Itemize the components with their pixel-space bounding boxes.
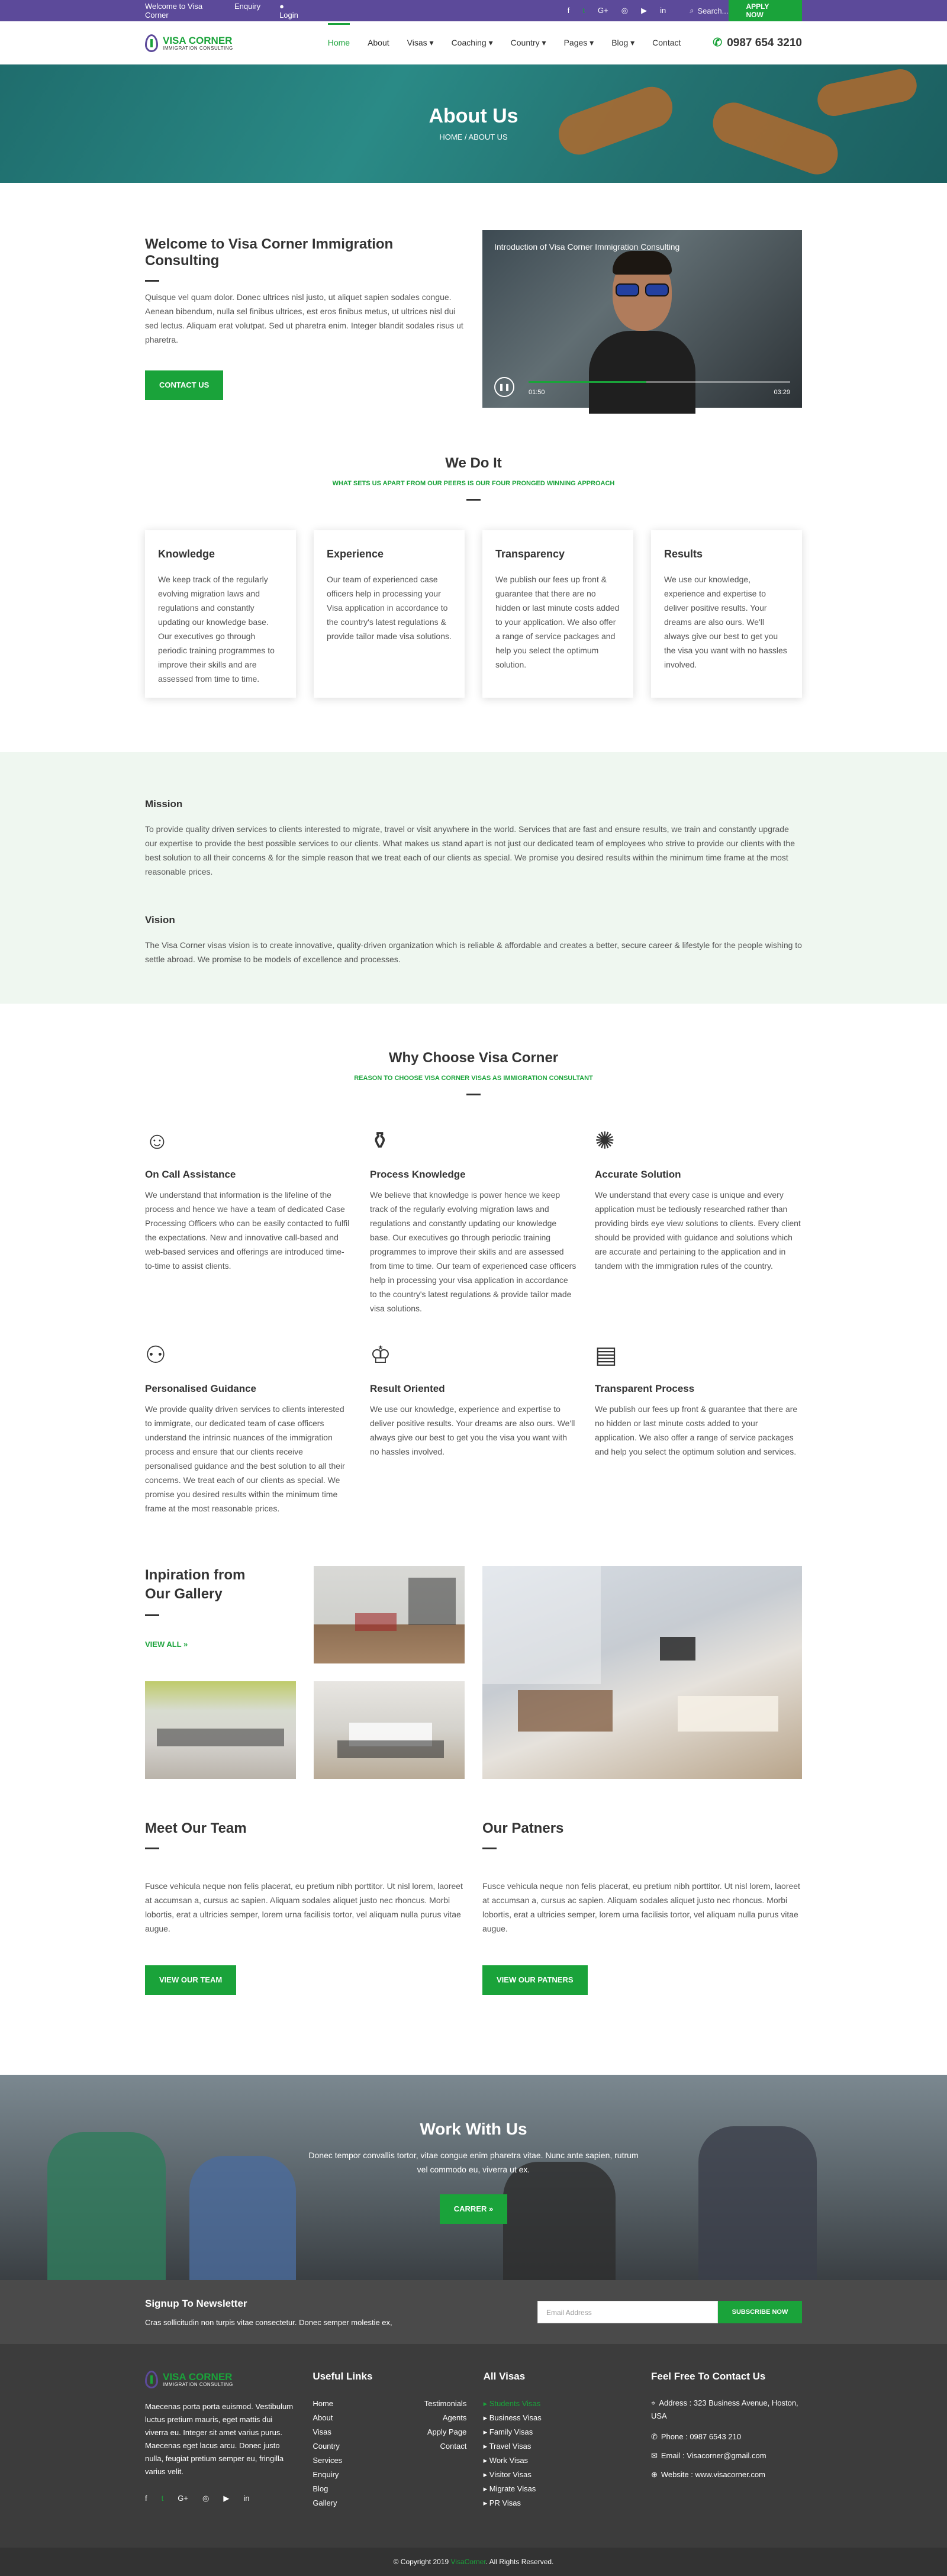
people-image <box>698 2126 817 2280</box>
email-field[interactable]: Email Address <box>537 2301 718 2323</box>
email-icon: ✉ <box>650 2451 658 2460</box>
footer-link[interactable]: Blog <box>313 2484 328 2493</box>
video-current-time: 01:50 <box>529 389 545 396</box>
footer-email[interactable]: ✉ Email : Visacorner@gmail.com <box>650 2451 766 2460</box>
menu-item-about[interactable]: About <box>368 38 389 47</box>
menu-item-pages[interactable]: Pages ▾ <box>563 38 594 47</box>
enquiry-link[interactable]: Enquiry <box>234 2 261 11</box>
feature-text: We publish our fees up front & guarantee that there are no hidden or last minute costs added to your application. We also offer a range of service packages and help you select the optimum solution and services. <box>595 1404 798 1456</box>
card-experience <box>314 530 465 698</box>
people-image <box>189 2156 296 2280</box>
feature-text: We understand that information is the lifeline of the process and hence we have a team of dedicated Case Processing Officers who can be easily contacted to fulfil the expectations. New and innovative call-based and web-based services and offerings are introduced time-to-time to assist clients. <box>145 1190 350 1271</box>
feature-text: We provide quality driven services to clients interested to immigrate, our dedicated team of case officers understand the intrinsic nuances of the immigration process and ensure that our clients receive personalised guidance and the best solution to all their concerns. We treat each of our clients as special. We promise you desired results within the minimum time frame at the most reasonable prices. <box>145 1404 345 1513</box>
gallery-title: Inpiration from Our Gallery <box>145 1567 246 1602</box>
logo[interactable] <box>145 34 233 52</box>
location-icon: ⌖ <box>650 2398 656 2407</box>
view-partners-button[interactable]: VIEW OUR PATNERS <box>482 1965 588 1995</box>
youtube-icon[interactable]: ▶ <box>223 2494 230 2503</box>
view-team-button[interactable]: VIEW OUR TEAM <box>145 1965 236 1995</box>
knowledge-icon: ⚱ <box>370 1128 390 1154</box>
feature-text: We understand that every case is unique and every application must be tediously researched rather than providing birds eye view solutions to clients. Every client should be provided with guidance and solutions which are accurate and pertaining to the application and in tandem with the immigration rules of the country. <box>595 1190 801 1271</box>
welcome-title: Welcome to Visa Corner Immigration Consulting <box>145 236 394 269</box>
mission-vision-section <box>0 752 947 1004</box>
why-subtitle: REASON TO CHOOSE VISA CORNER VISAS AS IMMIGRATION CONSULTANT <box>354 1075 593 1082</box>
video-total-time: 03:29 <box>774 389 790 396</box>
page-title: About Us <box>429 105 518 127</box>
work-with-us-banner <box>0 2075 947 2280</box>
phone-icon: ✆ <box>650 2432 658 2441</box>
top-social-links <box>568 6 666 15</box>
guidance-icon: ⚇ <box>145 1342 166 1368</box>
contact-us-button[interactable]: CONTACT US <box>145 370 223 400</box>
feature-title: Transparent Process <box>595 1383 695 1394</box>
divider <box>466 499 481 501</box>
visa-link[interactable]: ▸ Migrate Visas <box>484 2482 634 2496</box>
feature-title: Result Oriented <box>370 1383 445 1394</box>
footer-link[interactable]: Home <box>313 2399 334 2408</box>
instagram-icon[interactable]: ◎ <box>202 2494 210 2503</box>
copyright-bar <box>0 2548 947 2576</box>
copyright-pre: © Copyright 2019 <box>393 2558 451 2566</box>
footer-website[interactable]: ⊕ Website : www.visacorner.com <box>650 2470 765 2479</box>
we-do-it-subtitle: WHAT SETS US APART FROM OUR PEERS IS OUR FOUR PRONGED WINNING APPROACH <box>332 480 615 487</box>
breadcrumb: HOME / ABOUT US <box>439 133 508 141</box>
we-do-it-section <box>0 455 947 752</box>
footer-phone[interactable]: ✆ Phone : 0987 6543 210 <box>650 2432 742 2441</box>
login-label: Login <box>279 11 298 20</box>
login-link[interactable] <box>279 2 301 20</box>
search-input[interactable]: Search... <box>697 6 729 15</box>
video-thumbnail-person <box>589 248 695 408</box>
menu-item-country[interactable]: Country ▾ <box>510 38 546 47</box>
team-text: Fusce vehicula neque non felis placerat, eu pretium nibh porttitor. Ut nisl lorem, laoreet at accumsan a, cursus ac sapien. Aliquam sodales aliquet justo nec rhoncus. Morbi lobortis, erat a ultricies semper, lorem urna facilisis tortor, vel aliquam nulla purus vitae augue. <box>145 1881 463 1933</box>
vision-title: Vision <box>145 914 175 926</box>
gallery-image-executive-office[interactable] <box>482 1566 802 1779</box>
gallery-image-meeting-room[interactable] <box>314 1681 465 1779</box>
twitter-icon[interactable]: t <box>161 2494 164 2503</box>
feature-text: We believe that knowledge is power hence we keep track of the regularly evolving migration laws and regulations and constantly updating our knowledge base. Our executives go through periodic training programmes to improve their skills and are assessed from time to time. Our team of experienced case officers help in processing your visa application in accordance to the country's latest regulations & provide tailor made visa solutions. <box>370 1190 576 1313</box>
phone-icon: ✆ <box>713 37 723 49</box>
copyright-post: . All Rights Reserved. <box>485 2558 554 2566</box>
instagram-icon[interactable]: ◎ <box>621 6 629 15</box>
people-image <box>47 2132 166 2280</box>
divider <box>482 1848 497 1849</box>
visa-link[interactable]: ▸ PR Visas <box>484 2496 634 2510</box>
menu <box>328 38 681 48</box>
useful-links-title: Useful Links <box>313 2371 373 2382</box>
gallery-image-training-room[interactable] <box>145 1681 296 1779</box>
we-do-it-title: We Do It <box>445 455 502 471</box>
footer-about: Maecenas porta porta euismod. Vestibulum luctus pretium mauris, eget mattis dui viverra eu. Integer sit amet varius purus. Maecenas eget lacus arcu. Donec justo nulla, feugiat pretium semper eu, fringilla varius velit. <box>145 2402 294 2476</box>
visa-link[interactable]: ▸ Students Visas <box>484 2397 634 2411</box>
welcome-link[interactable]: Welcome to Visa Corner <box>145 2 203 20</box>
feature-item <box>595 1339 802 1516</box>
video-progress-bar[interactable] <box>529 381 790 383</box>
divider <box>466 1094 481 1095</box>
search-icon: ⌕ <box>690 6 694 15</box>
partners-title: Our Patners <box>482 1820 564 1836</box>
divider <box>145 280 159 282</box>
work-title: Work With Us <box>420 2120 527 2138</box>
footer-link[interactable]: About <box>313 2413 333 2422</box>
gallery-image-office-shelves[interactable] <box>314 1566 465 1663</box>
all-visas-title: All Visas <box>483 2371 526 2382</box>
brand-name: VISA CORNER <box>163 2371 233 2382</box>
footer-link[interactable]: Contact <box>440 2442 467 2451</box>
footer-link[interactable]: Services <box>313 2456 343 2465</box>
card-results <box>651 530 802 698</box>
balloon-logo-icon <box>145 34 158 52</box>
feature-title: Personalised Guidance <box>145 1383 257 1394</box>
balloon-logo-icon <box>145 2371 158 2388</box>
top-search[interactable] <box>690 6 728 15</box>
feature-item <box>145 1125 352 1316</box>
career-button[interactable]: CARRER » <box>440 2194 507 2224</box>
newsletter-title: Signup To Newsletter <box>145 2297 247 2309</box>
pause-icon[interactable]: ❚❚ <box>494 377 514 397</box>
card-title: Transparency <box>495 548 565 560</box>
header-phone-number: 0987 654 3210 <box>727 36 802 49</box>
footer-link[interactable]: Apply Page <box>427 2427 467 2436</box>
video-title: Introduction of Visa Corner Immigration Consulting <box>494 242 680 252</box>
visa-link[interactable]: ▸ Work Visas <box>484 2454 634 2468</box>
footer-link[interactable]: Testimonials <box>424 2399 467 2408</box>
newsletter-section <box>0 2280 947 2344</box>
menu-item-home[interactable]: Home <box>328 23 350 48</box>
globe-icon: ⊕ <box>650 2470 658 2479</box>
footer-address: ⌖ Address : 323 Business Avenue, Hoston, USA <box>650 2398 798 2420</box>
card-title: Results <box>664 548 703 560</box>
main-nav <box>0 21 947 65</box>
footer-logo[interactable] <box>145 2371 296 2388</box>
people-image <box>503 2162 616 2280</box>
team-partners-section <box>0 1776 947 2075</box>
contact-title: Feel Free To Contact Us <box>650 2371 766 2382</box>
why-title: Why Choose Visa Corner <box>388 1050 559 1066</box>
card-text: We use our knowledge, experience and expertise to deliver positive results. Your dreams are also ours. We'll always give our best to get you the visa you want with no hassles involved. <box>664 575 787 669</box>
page-banner <box>0 65 947 183</box>
top-bar <box>0 0 947 21</box>
card-text: We publish our fees up front & guarantee that there are no hidden or last minute costs added to your application. We also offer a range of service packages and help you select the optimum solution. <box>495 575 620 669</box>
card-title: Knowledge <box>158 548 215 560</box>
visa-link[interactable]: ▸ Family Visas <box>484 2425 634 2439</box>
newsletter-text: Cras sollicitudin non turpis vitae consectetur. Donec semper molestie ex, <box>145 2317 392 2327</box>
user-icon: ● <box>279 2 284 11</box>
feature-item <box>595 1125 802 1316</box>
brand-tagline: IMMIGRATION CONSULTING <box>163 2382 233 2387</box>
menu-item-contact[interactable]: Contact <box>652 38 681 47</box>
footer-link[interactable]: Visas <box>313 2427 331 2436</box>
brand-tagline: IMMIGRATION CONSULTING <box>163 45 233 51</box>
mission-text: To provide quality driven services to clients interested to migrate, travel or visit anywhere in the world. Services that are fast and ensure results, we train and constantly upgrade our expertise to provide the best possible services to our clients. What makes us stand apart is not just our dedicated team of employees who strive to provide our clients with the best solution to all their concerns & for the simple reason that we treat each of our clients as special. We promise you desired results within the minimum time frame at the most reasonable prices. <box>145 824 795 876</box>
brand-name: VISA CORNER <box>163 34 233 46</box>
card-knowledge <box>145 530 296 698</box>
divider <box>145 1848 159 1849</box>
feature-item <box>145 1339 352 1516</box>
subscribe-button[interactable]: SUBSCRIBE NOW <box>718 2301 802 2323</box>
google-plus-icon[interactable]: G+ <box>178 2494 188 2503</box>
work-text: Donec tempor convallis tortor, vitae congue enim pharetra vitae. Nunc ante sapien, rutrum vel commodo eu, viverra ut ex. <box>308 2151 639 2174</box>
lightbulb-icon: ✺ <box>595 1128 615 1154</box>
menu-item-coaching[interactable]: Coaching ▾ <box>451 38 493 47</box>
feature-text: We use our knowledge, experience and expertise to deliver positive results. Your dreams are also ours. We'll always give our best to get you the visa you want with no hassles involved. <box>370 1404 575 1456</box>
card-transparency <box>482 530 633 698</box>
footer-link[interactable]: Enquiry <box>313 2470 339 2479</box>
menu-item-blog[interactable]: Blog ▾ <box>611 38 635 47</box>
gallery-section <box>145 1566 802 1776</box>
feature-item <box>370 1339 577 1516</box>
footer-link[interactable]: Agents <box>442 2413 467 2422</box>
facebook-icon[interactable]: f <box>567 6 570 15</box>
footer-link[interactable]: Country <box>313 2442 340 2451</box>
linkedin-icon[interactable]: in <box>660 6 666 15</box>
divider <box>145 1614 159 1616</box>
monitor-icon: ▤ <box>595 1342 617 1368</box>
why-choose-section <box>0 1004 947 1566</box>
copyright-brand-link[interactable]: VisaCorner <box>450 2558 486 2566</box>
card-title: Experience <box>327 548 384 560</box>
header-phone[interactable] <box>713 36 802 50</box>
visa-link[interactable]: ▸ Visitor Visas <box>484 2468 634 2482</box>
footer-social-links <box>145 2494 296 2503</box>
vision-text: The Visa Corner visas vision is to create innovative, quality-driven organization which is reliable & affordable and creates a better, secure career & lifestyle for the people wishing to settle abroad. We promise to be models of excellence and processes. <box>145 940 802 964</box>
linkedin-icon[interactable]: in <box>243 2494 250 2503</box>
card-text: Our team of experienced case officers help in processing your Visa application in accordance to the country's latest regulations & provide tailor made visa solutions. <box>327 575 452 641</box>
youtube-icon[interactable]: ▶ <box>641 6 648 15</box>
team-title: Meet Our Team <box>145 1820 247 1836</box>
feature-title: On Call Assistance <box>145 1169 236 1180</box>
twitter-icon[interactable]: t <box>582 6 585 15</box>
feature-title: Accurate Solution <box>595 1169 681 1180</box>
support-agent-icon: ☺ <box>145 1128 169 1154</box>
footer <box>0 2344 947 2548</box>
newsletter-form <box>537 2301 802 2323</box>
mission-title: Mission <box>145 798 183 810</box>
card-text: We keep track of the regularly evolving migration laws and regulations and constantly updating our knowledge base. Our executives go through periodic training programmes to improve their skills and are assessed from time to time. <box>158 575 275 684</box>
google-plus-icon[interactable]: G+ <box>598 6 608 15</box>
visa-link[interactable]: ▸ Travel Visas <box>484 2439 634 2454</box>
welcome-text: Quisque vel quam dolor. Donec ultrices nisl justo, ut aliquet sapien sodales congue. Aenean bibendum, nulla sel finibus ultrices, est eros finibus metus, ut ultrices nisl dui sed lectus. Aliquam erat volutpat. Sed ut pharetra enim. Integer blandit sodales risus ut pharetra. <box>145 292 463 344</box>
menu-item-visas[interactable]: Visas ▾ <box>407 38 434 47</box>
trophy-icon: ♔ <box>370 1342 391 1368</box>
footer-link[interactable]: Gallery <box>313 2498 337 2507</box>
feature-item <box>370 1125 577 1316</box>
view-all-link[interactable]: VIEW ALL » <box>145 1640 188 1649</box>
facebook-icon[interactable]: f <box>145 2494 147 2503</box>
visa-link[interactable]: ▸ Business Visas <box>484 2411 634 2425</box>
feature-title: Process Knowledge <box>370 1169 466 1180</box>
welcome-section <box>0 183 947 455</box>
partners-text: Fusce vehicula neque non felis placerat, eu pretium nibh porttitor. Ut nisl lorem, laoreet at accumsan a, cursus ac sapien. Aliquam sodales aliquet justo nec rhoncus. Morbi lobortis, erat a ultricies semper, lorem urna facilisis tortor, vel aliquam nulla purus vitae augue. <box>482 1881 800 1933</box>
intro-video[interactable] <box>482 230 802 408</box>
apply-now-button[interactable]: APPLY NOW <box>729 0 803 21</box>
